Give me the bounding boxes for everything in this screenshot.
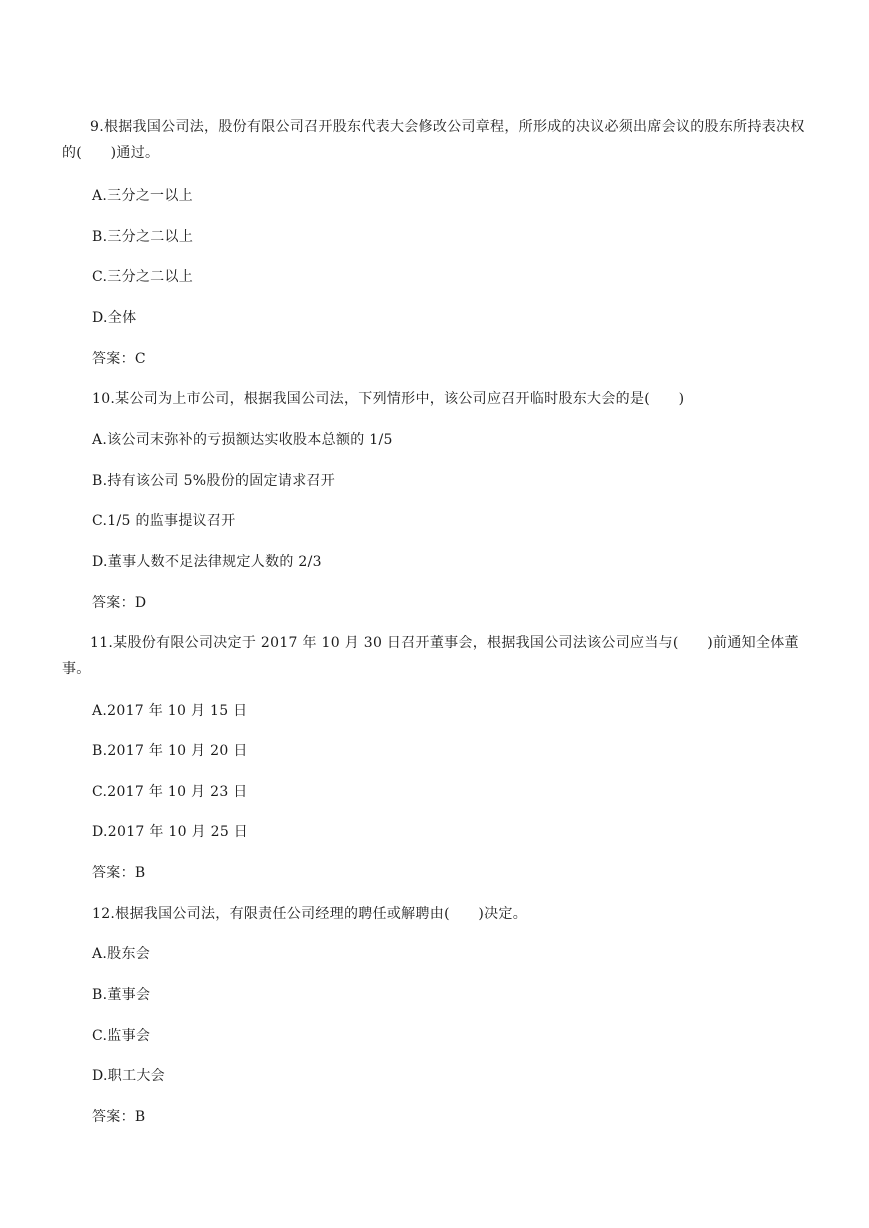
question-9-option-c: C.三分之二以上 — [92, 269, 194, 285]
question-9-option-b: B.三分之二以上 — [92, 229, 194, 245]
question-10-answer: 答案：D — [92, 595, 147, 611]
question-10-text: 10.某公司为上市公司，根据我国公司法，下列情形中，该公司应召开临时股东大会的是( ) — [92, 391, 685, 407]
question-11-text: 11.某股份有限公司决定于 2017 年 10 月 30 日召开董事会，根据我国公司法该公司应当与( )前通知全体董事。 — [62, 635, 799, 677]
question-12-text: 12.根据我国公司法，有限责任公司经理的聘任或解聘由( )决定。 — [92, 906, 528, 922]
question-11-option-b: B.2017 年 10 月 20 日 — [92, 743, 248, 759]
question-11-answer: 答案：B — [92, 865, 146, 881]
question-9-option-a: A.三分之一以上 — [92, 188, 193, 204]
question-9-answer: 答案：C — [92, 351, 146, 367]
question-10-option-c: C.1/5 的监事提议召开 — [92, 513, 236, 529]
question-10-option-b: B.持有该公司 5%股份的固定请求召开 — [92, 473, 336, 489]
question-9-option-d: D.全体 — [92, 310, 137, 326]
question-12-answer: 答案：B — [92, 1109, 146, 1125]
question-12-option-c: C.监事会 — [92, 1028, 151, 1044]
question-11-option-a: A.2017 年 10 月 15 日 — [92, 703, 248, 719]
question-10-option-a: A.该公司末弥补的亏损额达实收股本总额的 1/5 — [92, 432, 393, 448]
question-12-option-b: B.董事会 — [92, 987, 151, 1003]
question-12-option-a: A.股东会 — [92, 946, 151, 962]
question-10-option-d: D.董事人数不足法律规定人数的 2/3 — [92, 554, 322, 570]
question-12-option-d: D.职工大会 — [92, 1068, 165, 1084]
question-11-option-c: C.2017 年 10 月 23 日 — [92, 784, 248, 800]
question-9-text: 9.根据我国公司法，股份有限公司召开股东代表大会修改公司章程，所形成的决议必须出席会议的股东所持表决权的( )通过。 — [62, 119, 805, 161]
question-11-option-d: D.2017 年 10 月 25 日 — [92, 824, 249, 840]
